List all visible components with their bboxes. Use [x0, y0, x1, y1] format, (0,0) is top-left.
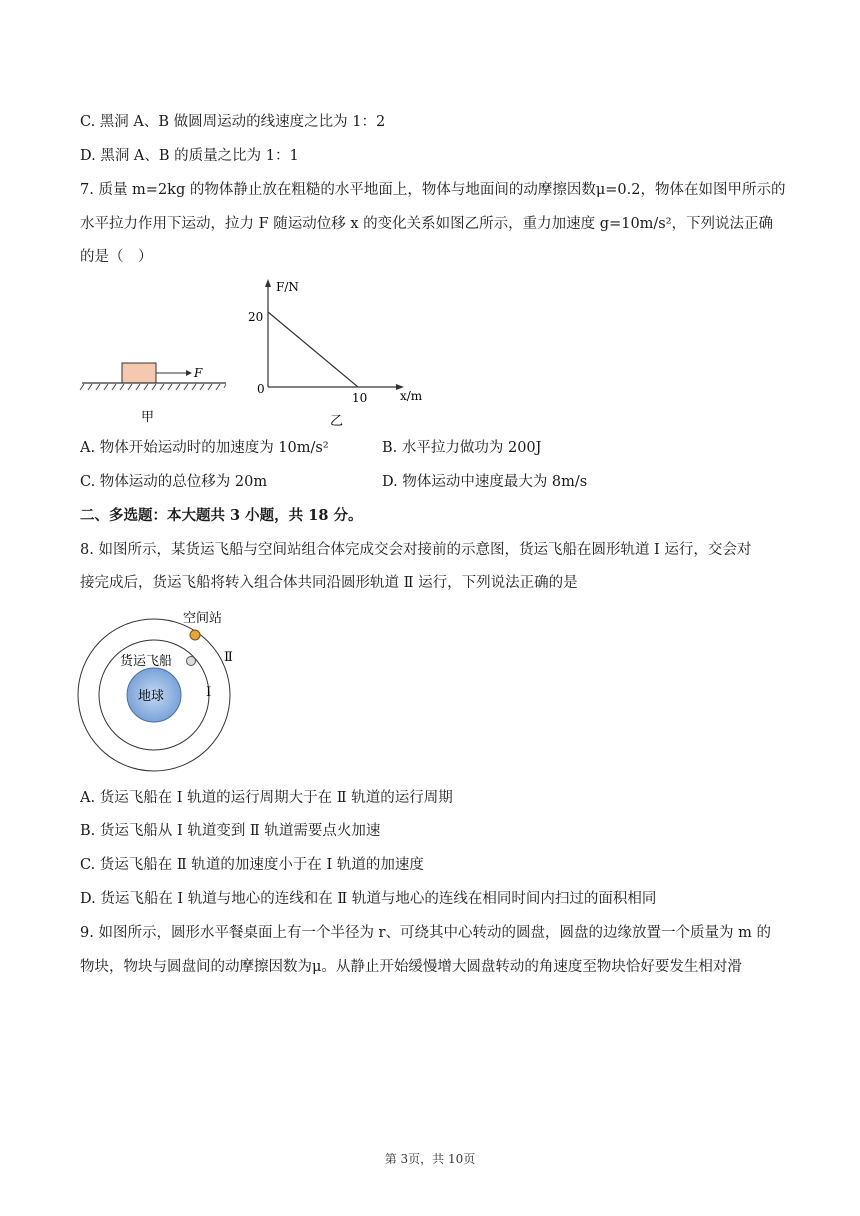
q8-stem-line1: 8. 如图所示，某货运飞船与空间站组合体完成交会对接前的示意图，货运飞船在圆形轨道 Ⅰ 运行，交会对	[80, 542, 752, 558]
q7-stem-line3: 的是（ ）	[80, 249, 153, 265]
fig-yi-caption: 乙	[330, 414, 344, 429]
page-footer: 第 3页，共 10页	[384, 1152, 476, 1166]
q8-stem-line2: 接完成后，货运飞船将转入组合体共同沿圆形轨道 Ⅱ 运行，下列说法正确的是	[80, 575, 578, 591]
y-axis-arrow	[265, 279, 271, 287]
earth-label: 地球	[138, 689, 165, 704]
space-station-label: 空间站	[183, 611, 223, 626]
block-rect	[122, 363, 156, 383]
q7-option-b: B. 水平拉力做功为 200J	[382, 440, 542, 456]
q9-stem-line2: 物块，物块与圆盘间的动摩擦因数为μ。从静止开始缓慢增大圆盘转动的角速度至物块恰好要发生相对滑	[80, 959, 742, 975]
force-line	[268, 312, 358, 387]
q9-stem-line1: 9. 如图所示，圆形水平餐桌面上有一个半径为 r、可绕其中心转动的圆盘，圆盘的边缘放置一个质量为 m 的	[80, 925, 771, 941]
force-arrow-head	[186, 370, 192, 376]
y-axis-label: F/N	[276, 280, 299, 294]
fig-jia-caption: 甲	[141, 410, 155, 425]
q7-figure-jia	[78, 355, 238, 430]
section-heading: 二、多选题：本大题共 3 小题，共 18 分。	[80, 507, 363, 524]
orbit-2-label: Ⅱ	[224, 650, 233, 665]
q7-option-a: A. 物体开始运动时的加速度为 10m/s²	[80, 440, 329, 456]
q7-stem-line2: 水平拉力作用下运动，拉力 F 随运动位移 x 的变化关系如图乙所示，重力加速度 g=10m/s²，下列说法正确	[80, 216, 774, 232]
y-tick-label: 20	[248, 310, 264, 324]
q6-option-d: D. 黑洞 A、B 的质量之比为 1：1	[80, 148, 299, 164]
ground-hatching	[80, 384, 226, 390]
q6-option-c: C. 黑洞 A、B 做圆周运动的线速度之比为 1：2	[80, 114, 386, 130]
q8-option-c: C. 货运飞船在 Ⅱ 轨道的加速度小于在 Ⅰ 轨道的加速度	[80, 857, 424, 873]
q7-figure-yi	[245, 273, 430, 433]
force-label: F	[194, 366, 203, 380]
x-tick-label: 10	[352, 391, 368, 405]
orbit-1-label: Ⅰ	[206, 685, 212, 700]
q8-option-b: B. 货运飞船从 Ⅰ 轨道变到 Ⅱ 轨道需要点火加速	[80, 823, 381, 839]
q8-option-d: D. 货运飞船在 Ⅰ 轨道与地心的连线和在 Ⅱ 轨道与地心的连线在相同时间内扫过的面积相同	[80, 891, 657, 907]
cargo-ship-label: 货运飞船	[120, 654, 173, 669]
q8-option-a: A. 货运飞船在 Ⅰ 轨道的运行周期大于在 Ⅱ 轨道的运行周期	[80, 790, 453, 806]
q8-orbit-figure	[75, 605, 265, 775]
origin-label: 0	[257, 382, 265, 396]
q7-stem-line1: 7. 质量 m=2kg 的物体静止放在粗糙的水平地面上，物体与地面间的动摩擦因数μ=0.2，物体在如图甲所示的	[80, 182, 786, 198]
space-station-icon	[190, 630, 200, 640]
q7-option-c: C. 物体运动的总位移为 20m	[80, 474, 268, 490]
x-axis-label: x/m	[400, 389, 423, 403]
q7-option-d: D. 物体运动中速度最大为 8m/s	[382, 474, 588, 490]
cargo-ship-icon	[187, 657, 196, 666]
